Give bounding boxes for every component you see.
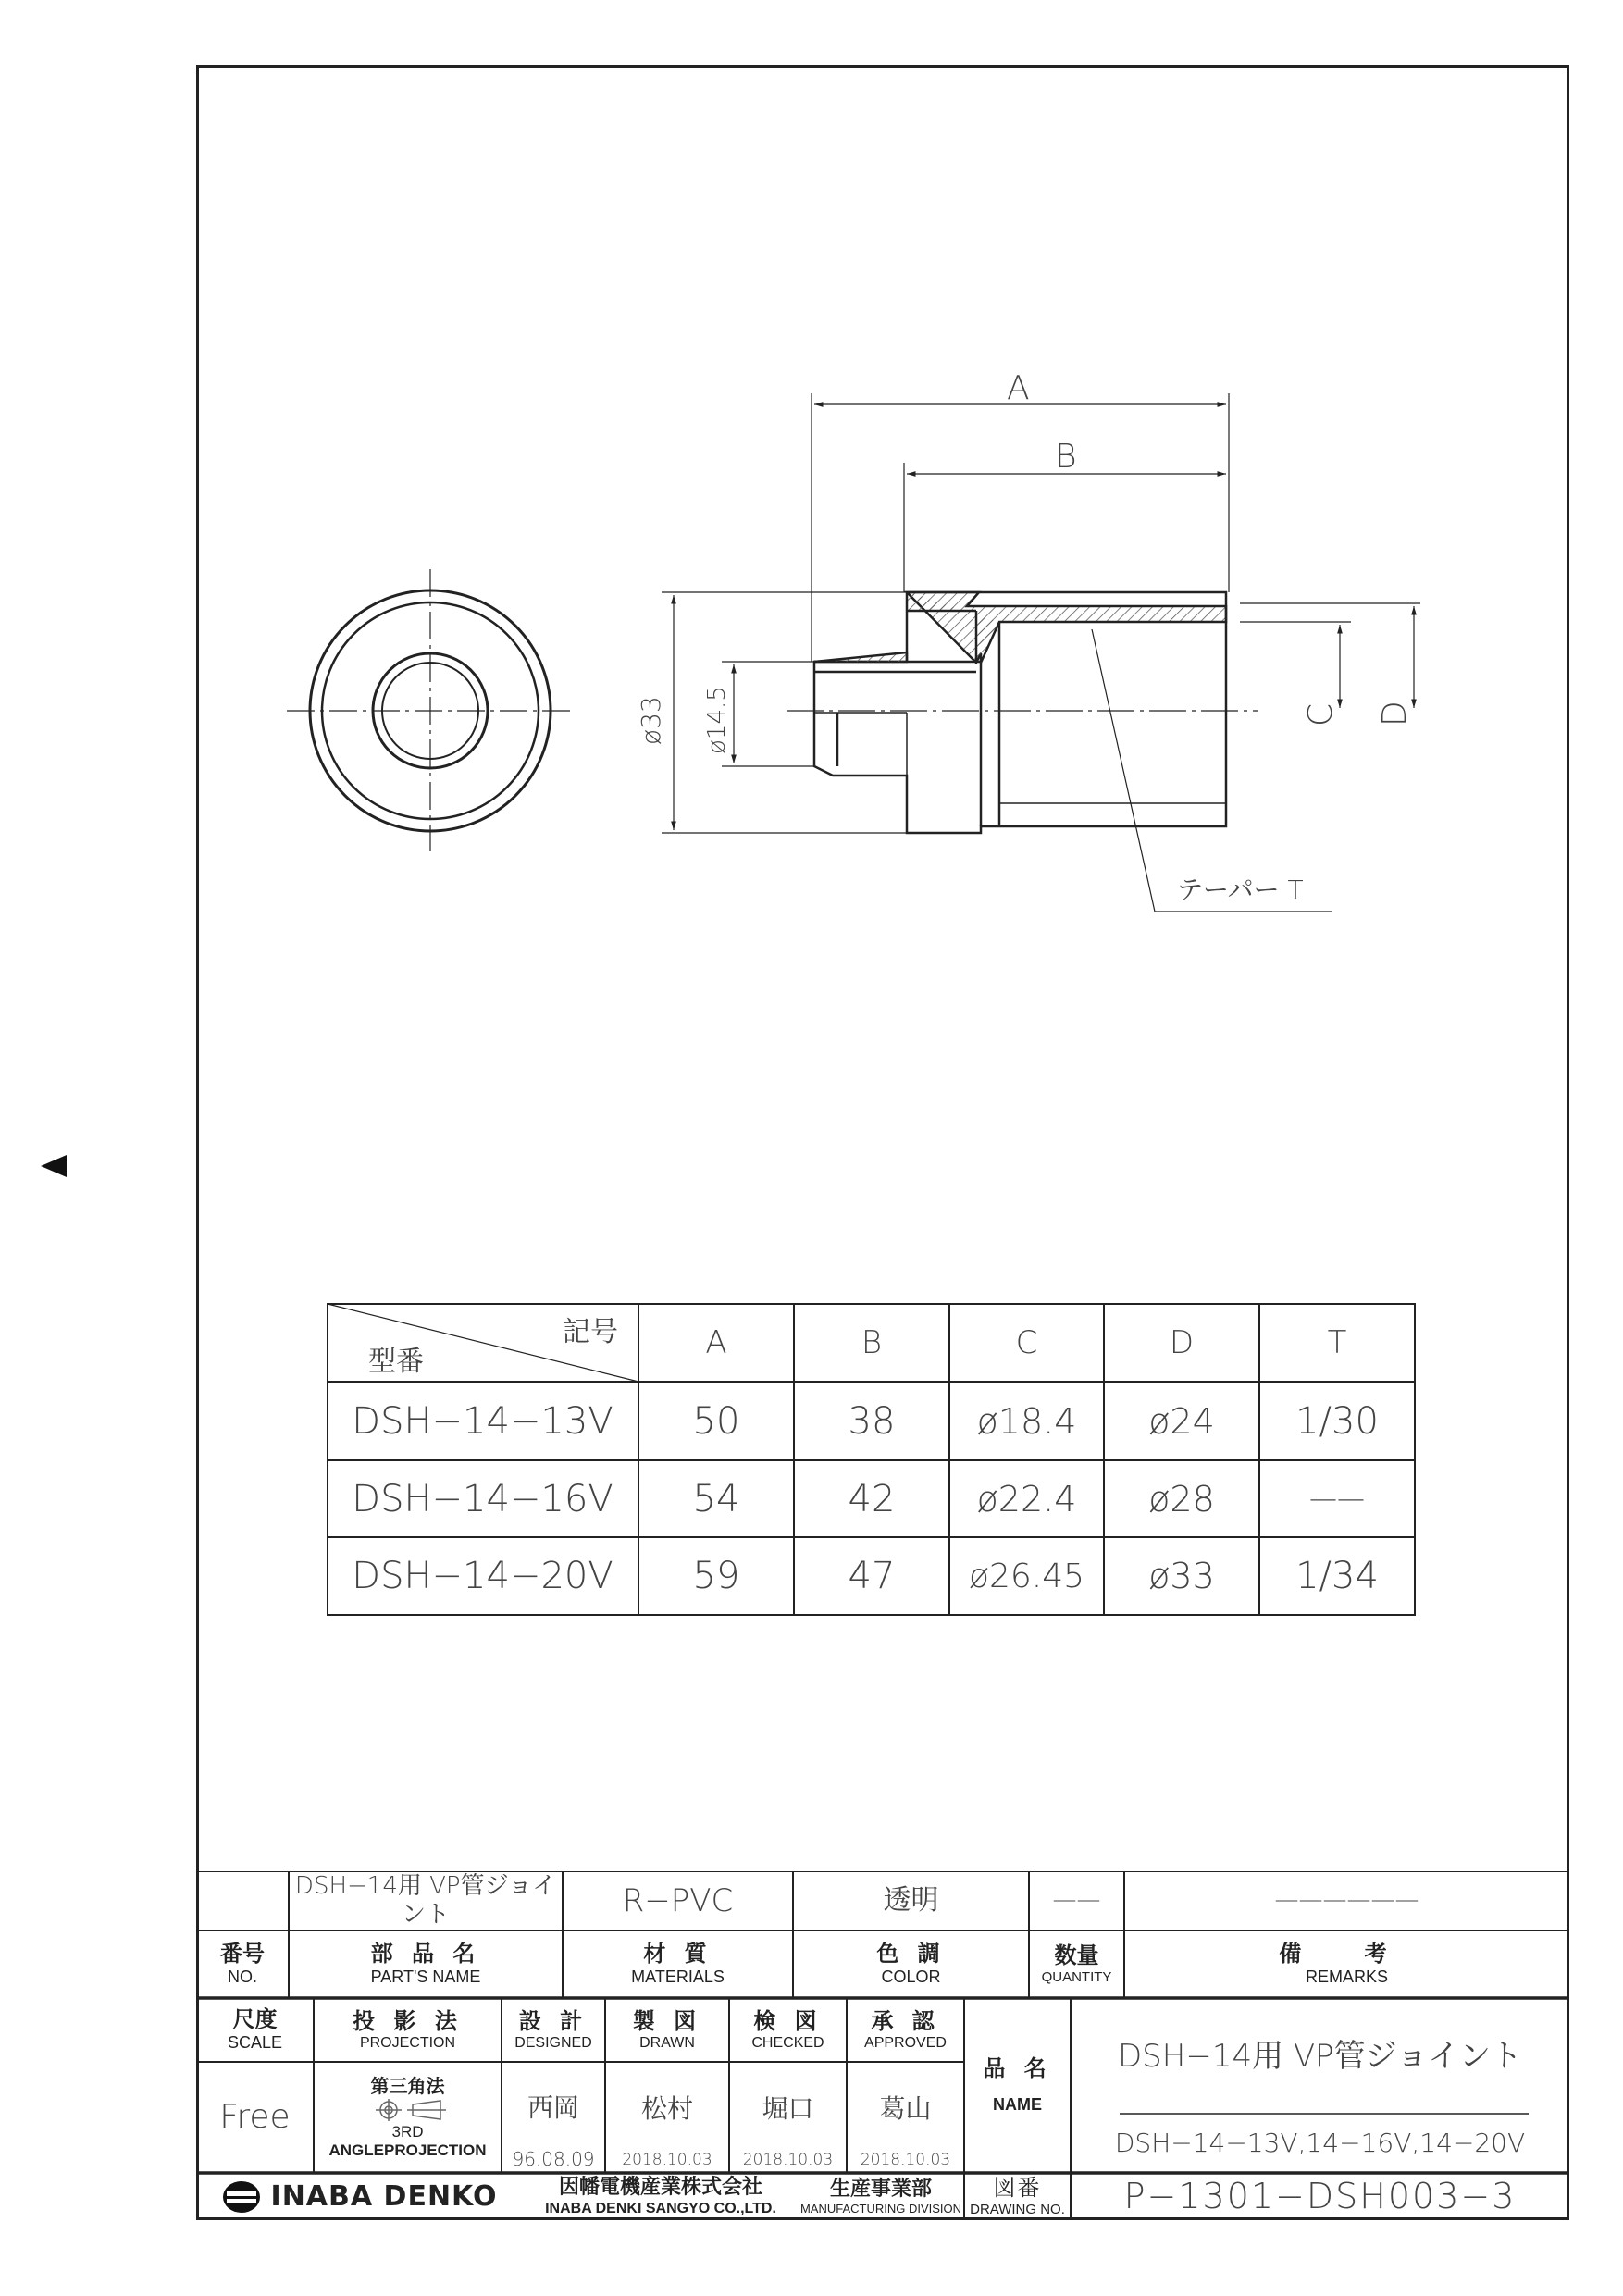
scale-value: Free <box>219 2098 291 2137</box>
drawn-value: 松村 2018.10.03 <box>622 2093 712 2169</box>
part-name-value: DSH−14用 VP管ジョイント <box>294 1871 557 1929</box>
row-3-t: 1/34 <box>1295 1555 1379 1597</box>
row-2-d: ø28 <box>1148 1478 1215 1520</box>
row-1-b: 38 <box>848 1399 896 1443</box>
corner-model: 型番 <box>368 1346 424 1378</box>
dim-outer-label: ø33 <box>636 696 666 745</box>
checked-label: 検 図 CHECKED <box>751 2007 824 2052</box>
company-logo: INABA DENKO <box>196 2173 522 2220</box>
row-3-c: ø26.45 <box>968 1557 1085 1595</box>
row-3-a: 59 <box>692 1555 740 1597</box>
dim-c-label: C <box>1302 702 1340 726</box>
row-1-d: ø24 <box>1148 1400 1215 1442</box>
remarks-value: —————— <box>1274 1886 1419 1915</box>
header-t: T <box>1327 1323 1347 1361</box>
color-value: 透明 <box>883 1884 939 1917</box>
end-view <box>287 569 574 851</box>
product-name-line-1: DSH−14用 VP管ジョイント <box>1118 2037 1522 2075</box>
header-a: A <box>705 1323 727 1361</box>
scale-label: 尺度 SCALE <box>227 2006 283 2053</box>
header-d: D <box>1169 1323 1195 1361</box>
approved-label: 承 認 APPROVED <box>864 2007 947 2052</box>
technical-drawing <box>0 0 1623 925</box>
spec-table <box>327 1303 1416 1616</box>
row-1-t: 1/30 <box>1295 1399 1379 1443</box>
part-name-label: 部 品 名 PART'S NAME <box>370 1941 481 1987</box>
row-2-model: DSH−14−16V <box>352 1477 613 1520</box>
row-1-a: 50 <box>692 1399 740 1443</box>
product-name-line-2: DSH−14−13V,14−16V,14−20V <box>1114 2128 1526 2159</box>
row-2-c: ø22.4 <box>976 1478 1077 1520</box>
drawing-no-label: 図番 DRAWING NO. <box>970 2175 1065 2217</box>
corner-symbol: 記号 <box>563 1316 618 1348</box>
row-2-b: 42 <box>848 1477 896 1520</box>
inaba-logo-icon <box>221 2178 262 2215</box>
no-label: 番号 NO. <box>220 1941 265 1987</box>
color-label: 色 調 COLOR <box>876 1941 946 1987</box>
approved-value: 葛山 2018.10.03 <box>860 2093 951 2169</box>
projection-value: 第三角法 3RD ANGLEPROJECTION <box>328 2074 487 2159</box>
taper-label: テーパー T <box>1177 875 1304 905</box>
drawing-no-value: P−1301−DSH003−3 <box>1123 2175 1517 2216</box>
quantity-value: —— <box>1052 1886 1101 1915</box>
checked-value: 堀口 2018.10.03 <box>742 2093 834 2169</box>
dim-d-label: D <box>1376 701 1414 726</box>
row-1-model: DSH−14−13V <box>352 1399 613 1443</box>
material-value: R−PVC <box>622 1881 734 1919</box>
left-triangle-icon <box>41 1155 67 1177</box>
drawn-label: 製 図 DRAWN <box>632 2007 702 2052</box>
designed-label: 設 計 DESIGNED <box>514 2007 592 2052</box>
row-2-t: —— <box>1309 1483 1365 1515</box>
projection-label: 投 影 法 PROJECTION <box>353 2007 463 2052</box>
designed-value: 西岡 96.08.09 <box>512 2092 595 2170</box>
remarks-label: 備 考 REMARKS <box>1279 1941 1415 1987</box>
company-name: 因幡電機産業株式会社 INABA DENKI SANGYO CO.,LTD. <box>545 2175 776 2217</box>
dim-b-label: B <box>1055 438 1077 476</box>
division-name: 生産事業部 MANUFACTURING DIVISION <box>799 2177 962 2215</box>
row-2-a: 54 <box>692 1477 740 1520</box>
materials-label: 材 質 MATERIALS <box>631 1941 725 1987</box>
name-label: 品 名 NAME <box>983 2055 1052 2115</box>
title-block <box>196 1871 1569 2220</box>
third-angle-projection-icon <box>366 2097 450 2123</box>
row-3-model: DSH−14−20V <box>352 1555 613 1597</box>
row-1-c: ø18.4 <box>976 1400 1077 1442</box>
header-b: B <box>861 1323 883 1361</box>
header-c: C <box>1015 1323 1038 1361</box>
row-3-d: ø33 <box>1148 1556 1215 1596</box>
row-3-b: 47 <box>848 1555 896 1597</box>
dim-a-label: A <box>1007 369 1030 407</box>
dim-inner-label: ø14.5 <box>703 686 731 754</box>
quantity-label: 数量 QUANTITY <box>1041 1942 1112 1985</box>
section-view <box>662 393 1420 912</box>
